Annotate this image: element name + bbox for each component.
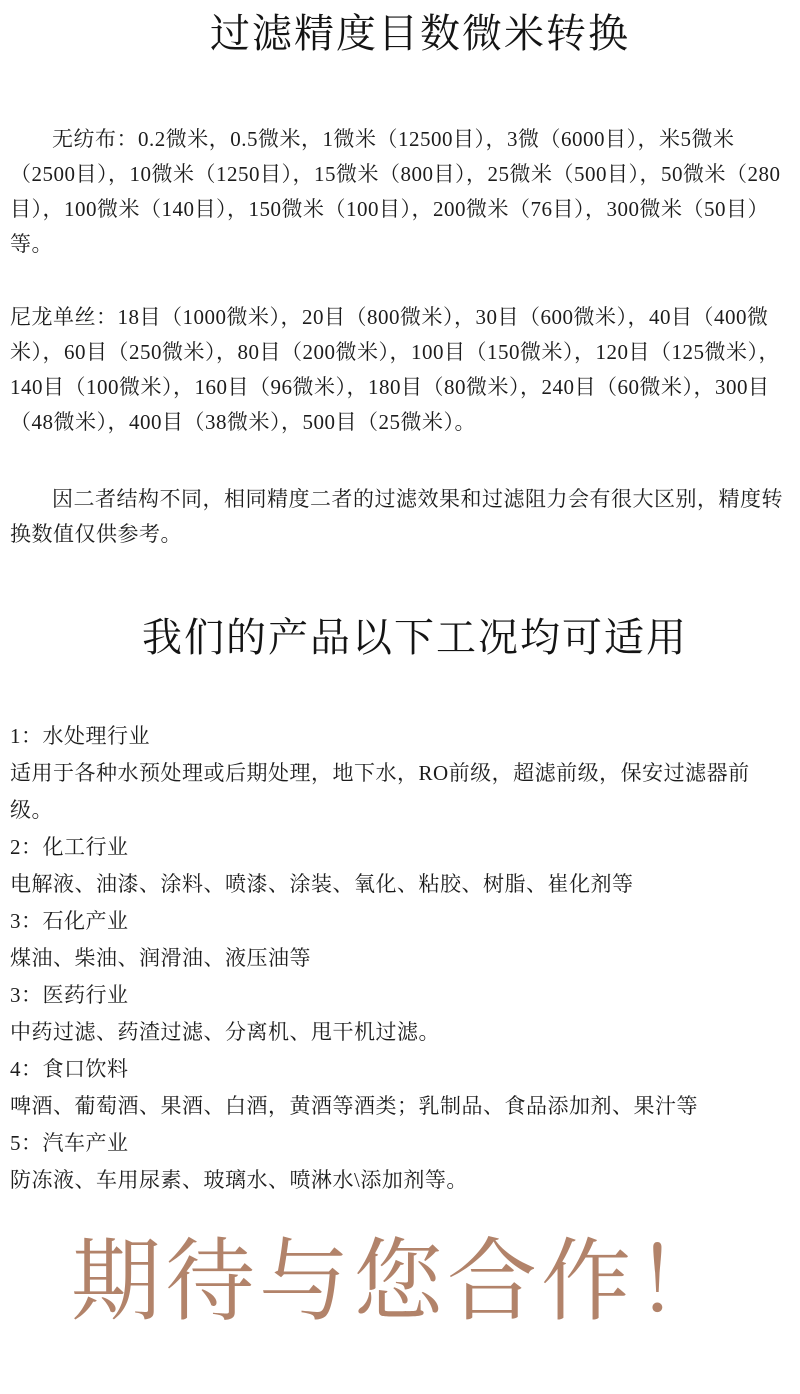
conversion-note-paragraph: 因二者结构不同，相同精度二者的过滤效果和过滤阻力会有很大区别，精度转换数值仅供参考。 bbox=[10, 487, 783, 546]
usecase-heading: 2：化工行业 bbox=[10, 835, 129, 859]
usecase-detail: 电解液、油漆、涂料、喷漆、涂装、氧化、粘胶、树脂、崔化剂等 bbox=[10, 872, 634, 896]
nylon-conversion-paragraph: 尼龙单丝：18目（1000微米），20目（800微米），30目（600微米），40目（400微米），60目（250微米），80目（200微米），100目（150微米），120目（125微米），140目（100微米），160目（96微米），180目（80微米），240目（60微米），300目（48微米），400目（38微米），500目（25微米）。 bbox=[10, 305, 780, 434]
usecase-heading: 4：食口饮料 bbox=[10, 1057, 129, 1081]
usecase-detail: 啤酒、葡萄酒、果酒、白酒，黄酒等酒类；乳制品、食品添加剂、果汁等 bbox=[10, 1094, 698, 1118]
conversion-section-title: 过滤精度目数微米转换 bbox=[210, 11, 630, 56]
usecase-list bbox=[10, 718, 790, 1199]
usecase-detail: 中药过滤、药渣过滤、分离机、甩干机过滤。 bbox=[10, 1020, 440, 1044]
usecase-heading: 5：汽车产业 bbox=[10, 1131, 129, 1155]
product-description-page bbox=[0, 10, 800, 1394]
usecase-heading: 3：石化产业 bbox=[10, 909, 129, 933]
usecase-detail: 防冻液、车用尿素、玻璃水、喷淋水\添加剂等。 bbox=[10, 1168, 468, 1192]
nonwoven-conversion-paragraph: 无纺布：0.2微米，0.5微米，1微米（12500目），3微（6000目），米5微米（2500目），10微米（1250目），15微米（800目），25微米（500目），50微米（280目），100微米（140目），150微米（100目），200微米（76目），300微米（50目）等。 bbox=[10, 127, 781, 256]
usecase-detail: 适用于各种水预处理或后期处理，地下水，RO前级，超滤前级，保安过滤器前级。 bbox=[10, 761, 750, 822]
cooperation-slogan: 期待与您合作！ bbox=[71, 1233, 729, 1332]
usecase-heading: 3：医药行业 bbox=[10, 983, 129, 1007]
applications-section-title: 我们的产品以下工况均可适用 bbox=[142, 615, 688, 660]
usecase-detail: 煤油、柴油、润滑油、液压油等 bbox=[10, 946, 311, 970]
usecase-heading: 1：水处理行业 bbox=[10, 724, 150, 748]
